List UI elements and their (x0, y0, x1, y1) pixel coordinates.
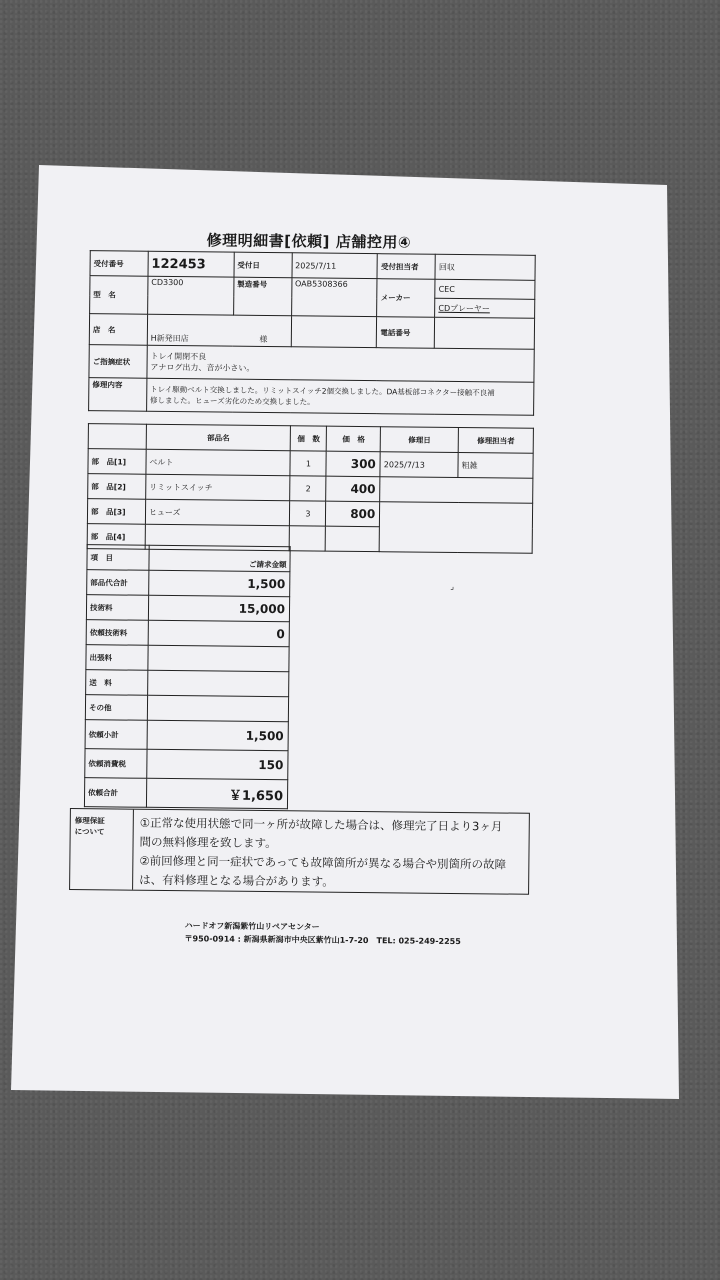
cost-value: 1,500 (148, 570, 290, 596)
symptom-cell (147, 345, 534, 382)
part-qty: 2 (290, 476, 326, 501)
serial: OAB5308366 (291, 278, 377, 317)
part-qty: 1 (290, 451, 326, 476)
cost-header-item: 項 目 (87, 545, 149, 571)
cost-value: 1,500 (147, 720, 289, 750)
guarantee-box (69, 808, 530, 895)
guarantee-text (133, 810, 529, 894)
part-qty: 3 (290, 501, 326, 526)
cost-row (86, 670, 289, 697)
cost-row (85, 749, 288, 780)
guarantee-line-3: ②前回修理と同一症状であっても故障箇所が異なる場合や別箇所の故障 (139, 853, 507, 872)
honorific: 様 (259, 334, 268, 345)
part-price: 300 (326, 451, 380, 477)
cost-value: 150 (146, 749, 288, 779)
title-copy-label: 店舗控用④ (335, 232, 412, 252)
store-cell (147, 314, 291, 347)
work-label: 修理内容 (89, 378, 147, 412)
repair-document (68, 228, 536, 953)
title-text: 修理明細書[依頼] (206, 231, 330, 251)
model-label: 型 名 (90, 276, 148, 315)
cost-row (86, 620, 289, 647)
receiver: 回収 (435, 254, 535, 280)
parts-header-price: 価 格 (327, 426, 381, 452)
cost-label: 依頼技術料 (86, 620, 148, 646)
footer-company: ハードオフ新潟紫竹山リペアセンター (184, 921, 320, 932)
part-label: 部 品[1] (88, 449, 146, 475)
part-name: リミットスイッチ (146, 474, 291, 501)
parts-table (87, 423, 534, 554)
cost-value (147, 695, 289, 721)
maker: CEC (435, 279, 535, 299)
parts-corner (88, 424, 146, 450)
footer-address (184, 919, 461, 948)
part-price (325, 526, 379, 552)
category: CDプレーヤー (435, 298, 535, 318)
store-label: 店 名 (89, 314, 147, 346)
cost-label: 技術料 (86, 595, 148, 621)
cost-row (84, 778, 287, 809)
part-label: 部 品[2] (88, 474, 146, 500)
cost-value (147, 670, 289, 696)
receipt-date: 2025/7/11 (292, 253, 378, 279)
cost-label: 部品代合計 (87, 570, 149, 596)
work-line-1: トレイ駆動ベルト交換しました。リミットスイッチ2個交換しました。DA基板部コネクター接触不良補 (150, 384, 495, 398)
repair-staff: 粗雑 (458, 453, 533, 479)
cost-label: その他 (85, 695, 147, 721)
symptom-line-2: アナログ出力、音が小さい。 (150, 362, 255, 373)
cost-label: 依頼小計 (85, 720, 147, 750)
cost-total-value: ￥1,650 (146, 778, 288, 808)
serial-label: 製造番号 (233, 277, 291, 316)
guarantee-line-4: は、有料修理となる場合があります。 (139, 872, 334, 889)
receipt-no-label: 受付番号 (90, 251, 148, 277)
cost-value: 15,000 (148, 595, 290, 621)
cost-label: 送 料 (86, 670, 148, 696)
receiver-label: 受付担当者 (377, 254, 435, 280)
cost-value (148, 645, 290, 671)
header-table (88, 250, 536, 416)
cost-header-amount: ご請求金額 (149, 545, 291, 571)
phone-label: 電話番号 (377, 317, 435, 349)
guarantee-line-1: ①正常な使用状態で同一ヶ所が故障した場合は、修理完了日より3ヶ月 (139, 815, 503, 834)
part-label: 部 品[3] (87, 499, 145, 525)
cost-row (86, 595, 289, 622)
work-cell (146, 378, 533, 415)
phone (435, 317, 535, 349)
receipt-no: 122453 (148, 251, 234, 277)
cost-row (85, 720, 288, 751)
parts-header-staff: 修理担当者 (458, 428, 533, 454)
receipt-date-label: 受付日 (234, 252, 292, 278)
cost-value: 0 (148, 620, 290, 646)
cost-label: 出張料 (86, 645, 148, 671)
part-name: ベルト (146, 449, 291, 476)
part-label: 部 品[4] (87, 524, 145, 550)
guarantee-label-1: 修理保証 (74, 816, 105, 826)
parts-header-qty: 個 数 (291, 426, 327, 451)
symptom-line-1: トレイ開閉不良 (150, 351, 207, 362)
cost-row (86, 645, 289, 672)
maker-label: メーカー (377, 279, 435, 318)
part-price: 400 (326, 476, 380, 502)
part-name: ヒューズ (145, 499, 290, 526)
guarantee-line-2: 間の無料修理を致します。 (139, 834, 277, 851)
repair-blank (380, 477, 533, 504)
symptom-label: ご指摘症状 (89, 345, 147, 379)
cost-row (85, 695, 288, 722)
cost-label: 依頼消費税 (85, 749, 147, 779)
cost-row (87, 570, 290, 597)
cost-label: 依頼合計 (84, 778, 146, 808)
model: CD3300 (147, 276, 233, 315)
repair-blank (379, 502, 532, 554)
repair-date: 2025/7/13 (380, 452, 458, 478)
corner-mark: ⌟ (450, 581, 455, 591)
parts-header-name: 部品名 (146, 424, 291, 451)
work-line-2: 修しました。ヒューズ劣化のため交換しました。 (149, 395, 315, 407)
store-blank (291, 316, 377, 348)
part-qty (290, 526, 326, 551)
guarantee-label (70, 809, 134, 890)
footer-contact: 〒950-0914 : 新潟県新潟市中央区紫竹山1-7-20 TEL: 025-249-2255 (184, 934, 461, 947)
guarantee-label-2: について (74, 827, 105, 837)
part-price: 800 (326, 501, 380, 527)
store-name: H新発田店 (150, 333, 189, 344)
parts-header-date: 修理日 (380, 427, 458, 453)
cost-table (84, 544, 291, 809)
